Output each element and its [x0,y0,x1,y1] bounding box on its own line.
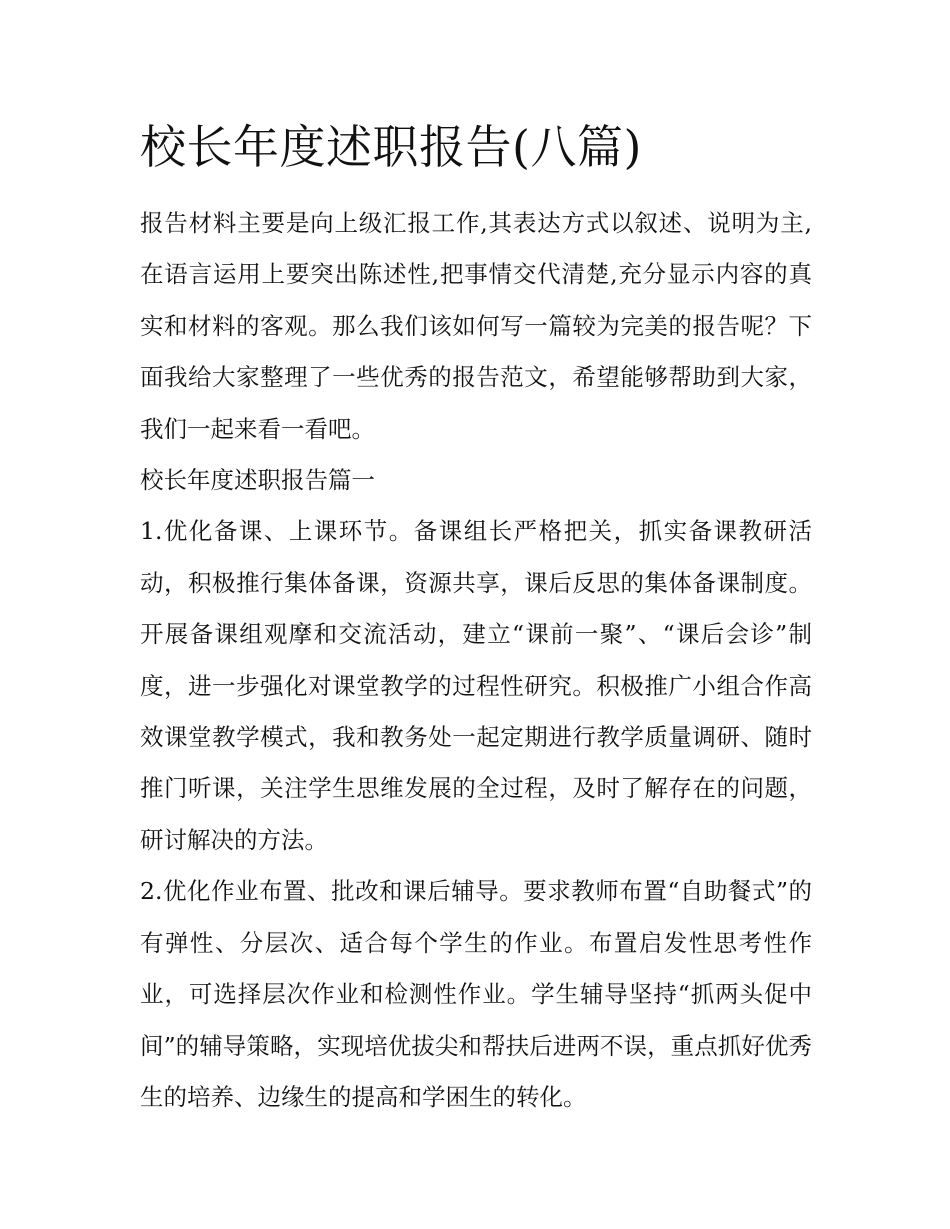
body-paragraph: 1.优化备课、上课环节。备课组长严格把关，抓实备课教研活动，积极推行集体备课，资源共享，课后反思的集体备课制度。开展备课组观摩和交流活动，建立“课前一聚”、“课后会诊”制度，进一步强化对课堂教学的过程性研究。积极推广小组合作高效课堂教学模式，我和教务处一起定期进行教学质量调研、随时推门听课，关注学生思维发展的全过程，及时了解存在的问题，研讨解决的方法。 [140,517,812,854]
body-paragraph: 2.优化作业布置、批改和课后辅导。要求教师布置“自助餐式”的有弹性、分层次、适合每个学生的作业。布置启发性思考性作业，可选择层次作业和检测性作业。学生辅导坚持“抓两头促中间”的辅导策略，实现培优拔尖和帮扶后进两不误，重点抓好优秀生的培养、边缘生的提高和学困生的转化。 [140,877,812,1111]
page-title: 校长年度述职报告(八篇) [140,120,642,174]
intro-paragraph: 报告材料主要是向上级汇报工作,其表达方式以叙述、说明为主,在语言运用上要突出陈述性,把事情交代清楚,充分显示内容的真实和材料的客观。那么我们该如何写一篇较为完美的报告呢？下面我给大家整理了一些优秀的报告范文，希望能够帮助到大家，我们一起来看一看吧。 [140,209,812,443]
section-heading: 校长年度述职报告篇一 [140,466,375,495]
document-body [140,198,812,1123]
